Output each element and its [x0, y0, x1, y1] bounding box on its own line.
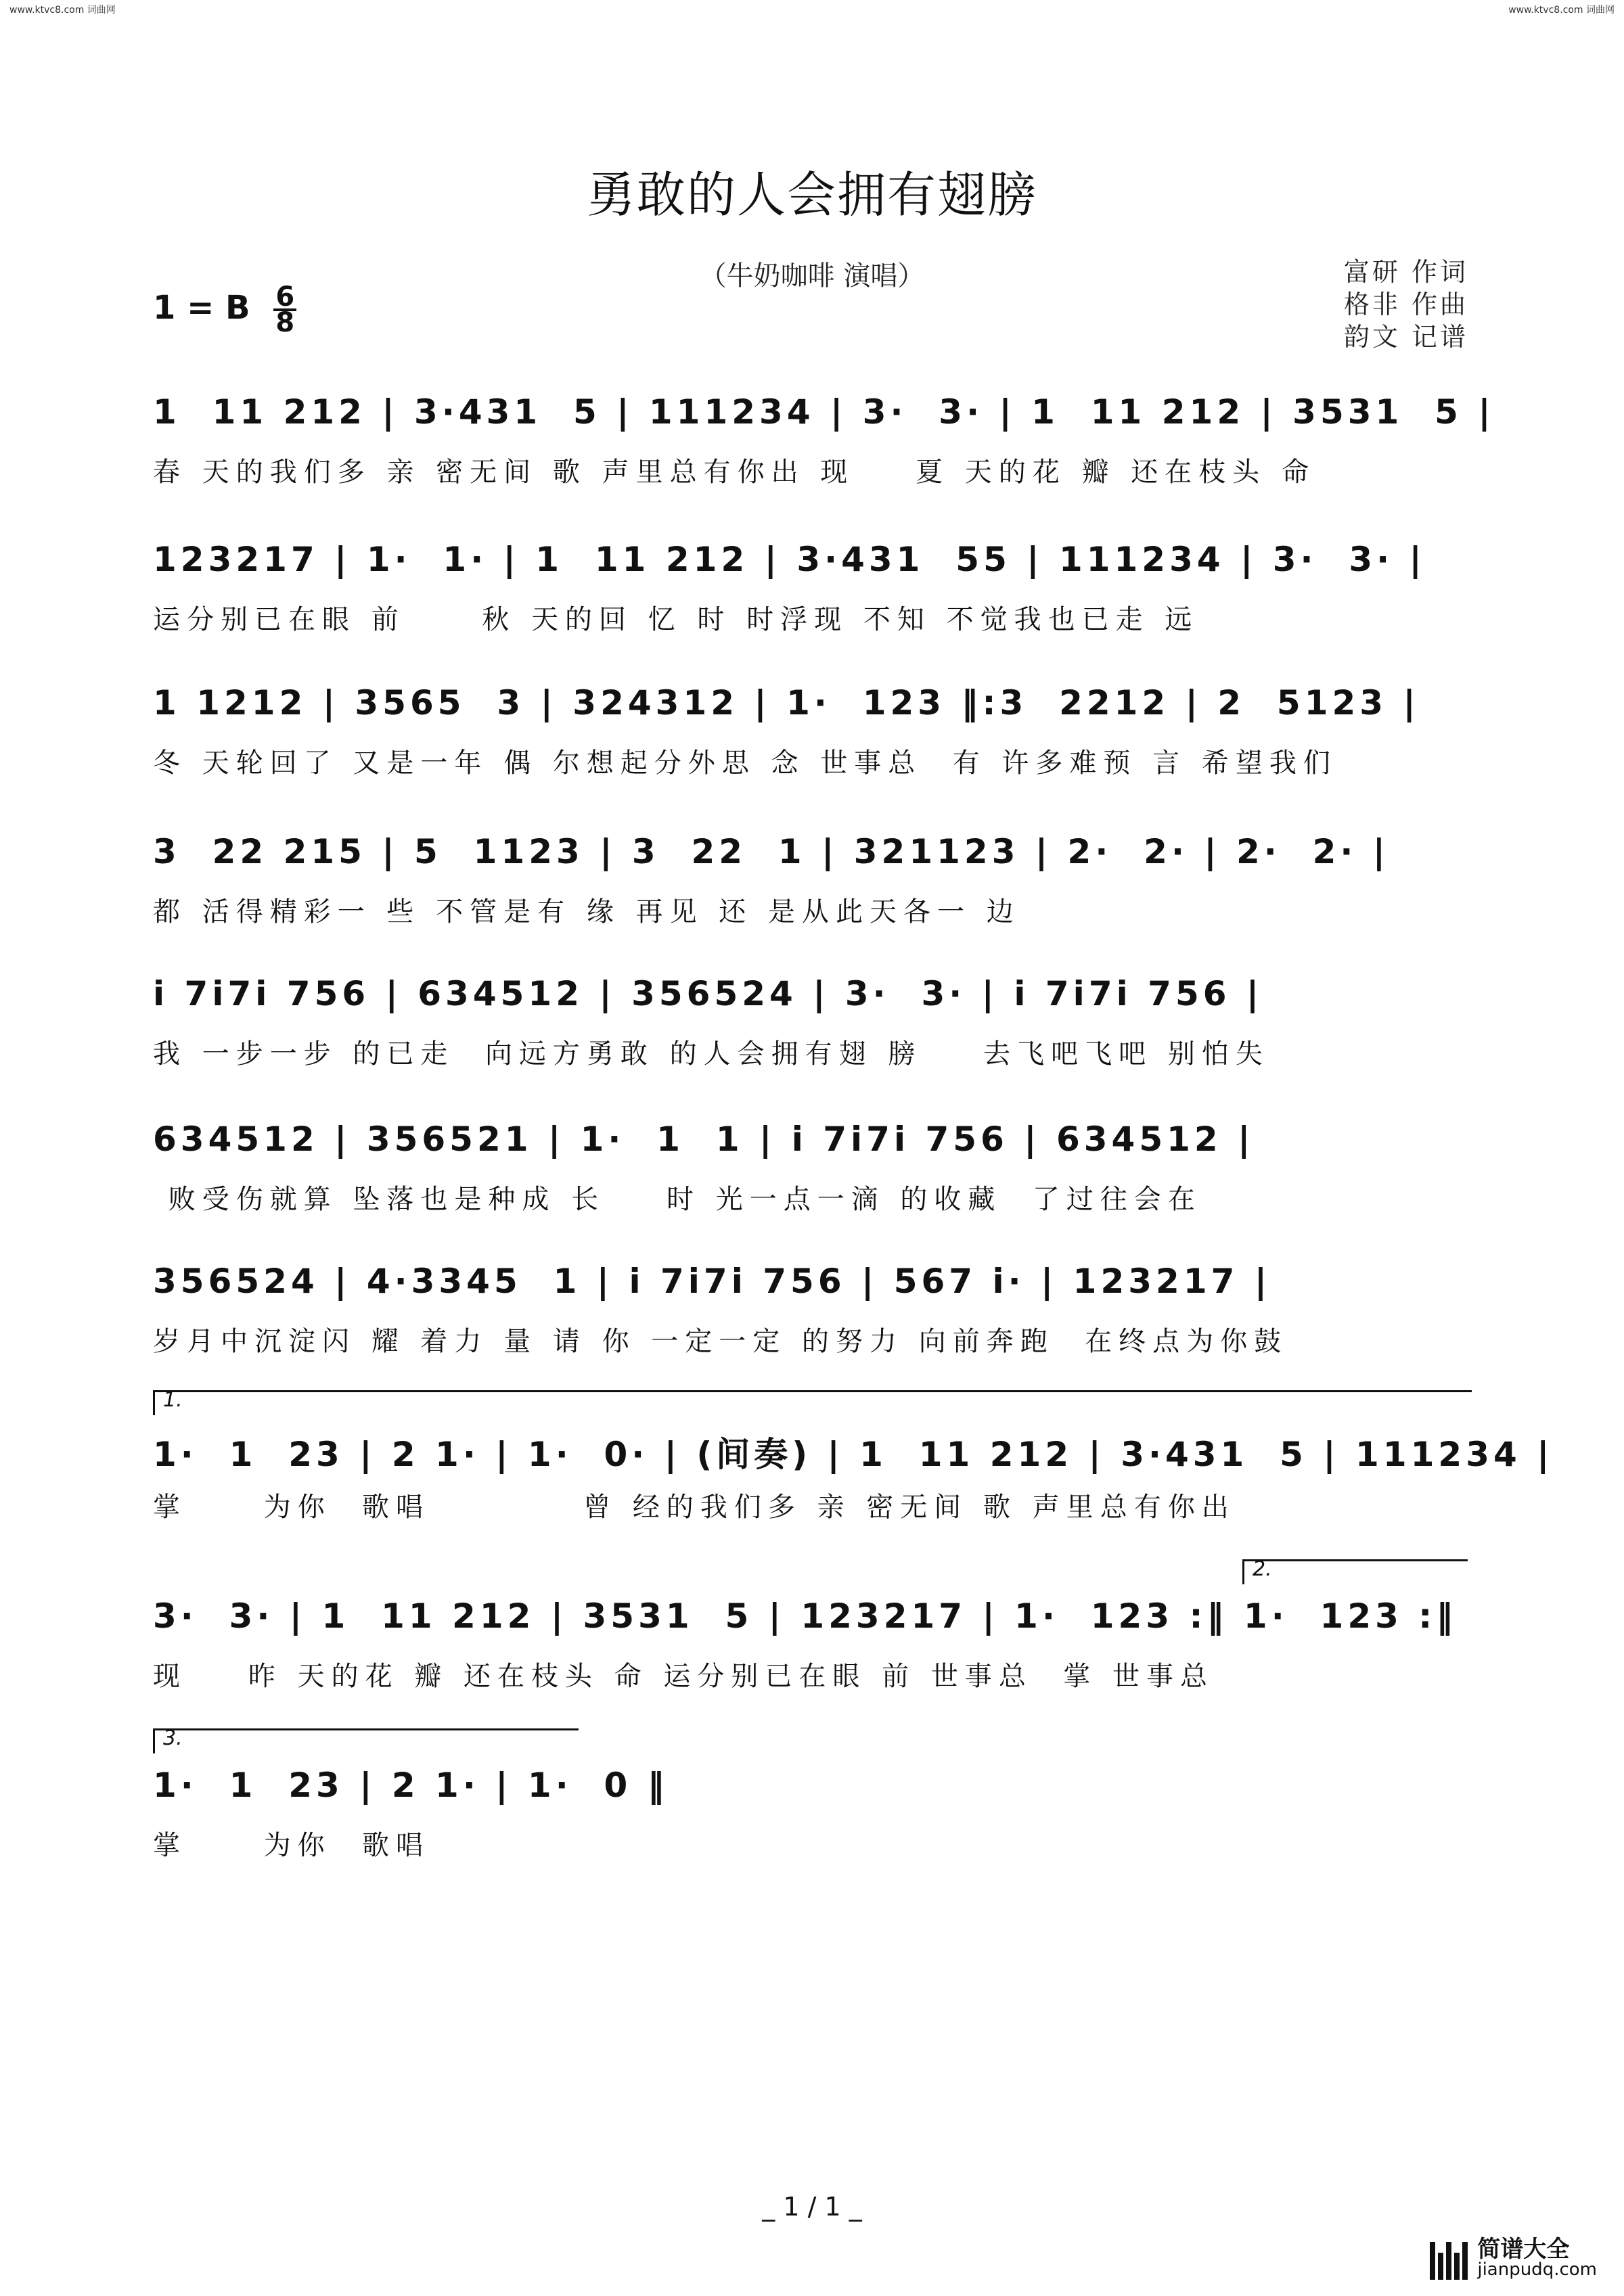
performer-line: （牛奶咖啡 演唱）	[699, 260, 925, 292]
score-system-5	[153, 974, 1474, 1109]
notation-line: 123217 | 1· 1· | 1 11 212 | 3·431 55 | 111234 | 3· 3· |	[153, 540, 1426, 579]
credit-composer: 格非 作曲	[1343, 290, 1468, 319]
notation-line: i 7i7i 756 | 634512 | 356524 | 3· 3· | i 7i7i 756 |	[153, 974, 1263, 1013]
score-system-2	[153, 540, 1474, 675]
lyrics-line: 运分别已在眼 前 秋 天的回 忆 时 时浮现 不知 不觉我也已走 远	[153, 604, 1199, 635]
time-signature	[273, 281, 296, 338]
brand-url: jianpudq.com	[1477, 2259, 1597, 2280]
volta-number: 3.	[163, 1726, 183, 1750]
lyrics-line: 冬 天轮回了 又是一年 偶 尔想起分外思 念 世事总 有 许多难预 言 希望我们	[153, 748, 1337, 779]
time-bottom: 8	[275, 307, 295, 338]
notation-line: 1· 1 23 | 2 1· | 1· 0 ‖	[153, 1766, 669, 1805]
source-watermark: www.ktvc8.com 词曲网	[9, 5, 116, 16]
volta-number: 1.	[163, 1388, 183, 1412]
time-top: 6	[275, 281, 295, 313]
lyrics-line: 现 昨 天的花 瓣 还在枝头 命 运分别已在眼 前 世事总 掌 世事总	[153, 1661, 1215, 1692]
key-label: 1 = B	[153, 289, 250, 327]
notation-line: 3· 3· | 1 11 212 | 3531 5 | 123217 | 1· 123 :‖ 1· 123 :‖	[153, 1597, 1458, 1636]
notation-line: 634512 | 356521 | 1· 1 1 | i 7i7i 756 | 634512 |	[153, 1120, 1255, 1159]
score-system-3	[153, 683, 1474, 819]
page-number: _ 1 / 1 _	[762, 2192, 862, 2222]
score-system-6	[153, 1120, 1474, 1255]
key-signature	[153, 281, 296, 338]
lyrics-line: 春 天的我们多 亲 密无间 歌 声里总有你出 现 夏 天的花 瓣 还在枝头 命	[153, 457, 1316, 488]
notation-line: 1 1212 | 3565 3 | 324312 | 1· 123 ‖:3 2212 | 2 5123 |	[153, 683, 1420, 722]
score-system-4	[153, 832, 1474, 967]
volta-bracket-2	[1242, 1559, 1468, 1584]
song-title: 勇敢的人会拥有翅膀	[586, 166, 1037, 223]
volta-bracket-3	[153, 1728, 579, 1753]
piano-keys-icon	[1430, 2239, 1470, 2280]
notation-line: 1· 1 23 | 2 1· | 1· 0· | (间奏) | 1 11 212 | 3·431 5 | 111234 |	[153, 1435, 1554, 1474]
volta-number: 2.	[1253, 1557, 1272, 1581]
score-system-7	[153, 1262, 1474, 1397]
lyrics-line: 都 活得精彩一 些 不管是有 缘 再见 还 是从此天各一 边	[153, 896, 1020, 927]
lyrics-line: 岁月中沉淀闪 耀 着力 量 请 你 一定一定 的努力 向前奔跑 在终点为你鼓	[153, 1326, 1288, 1357]
lyrics-line: 我 一步一步 的已走 向远方勇敢 的人会拥有翅 膀 去飞吧飞吧 别怕失	[153, 1038, 1269, 1070]
score-system-10	[153, 1766, 1474, 1901]
notation-line: 3 22 215 | 5 1123 | 3 22 1 | 321123 | 2· 2· | 2· 2· |	[153, 832, 1390, 871]
notation-line: 356524 | 4·3345 1 | i 7i7i 756 | 567 i· | 123217 |	[153, 1262, 1271, 1301]
score-system-8	[153, 1427, 1554, 1563]
brand-logo	[1430, 2236, 1597, 2280]
credits	[1344, 256, 1468, 353]
notation-line: 1 11 212 | 3·431 5 | 111234 | 3· 3· | 1 11 212 | 3531 5 |	[153, 392, 1495, 432]
brand-name: 简谱大全	[1477, 2236, 1570, 2263]
lyrics-line: 掌 为你 歌唱	[153, 1830, 430, 1861]
lyrics-line: 败受伤就算 坠落也是种成 长 时 光一点一滴 的收藏 了过往会在	[153, 1184, 1202, 1215]
volta-bracket-1	[153, 1390, 1472, 1415]
source-watermark-right: www.ktvc8.com 词曲网	[1508, 5, 1615, 16]
score-system-9	[153, 1597, 1474, 1732]
lyrics-line: 掌 为你 歌唱 曾 经的我们多 亲 密无间 歌 声里总有你出	[153, 1492, 1236, 1523]
credit-lyricist: 富研 作词	[1343, 257, 1468, 287]
score-system-1	[153, 392, 1495, 528]
credit-transcriber: 韵文 记谱	[1343, 322, 1468, 352]
